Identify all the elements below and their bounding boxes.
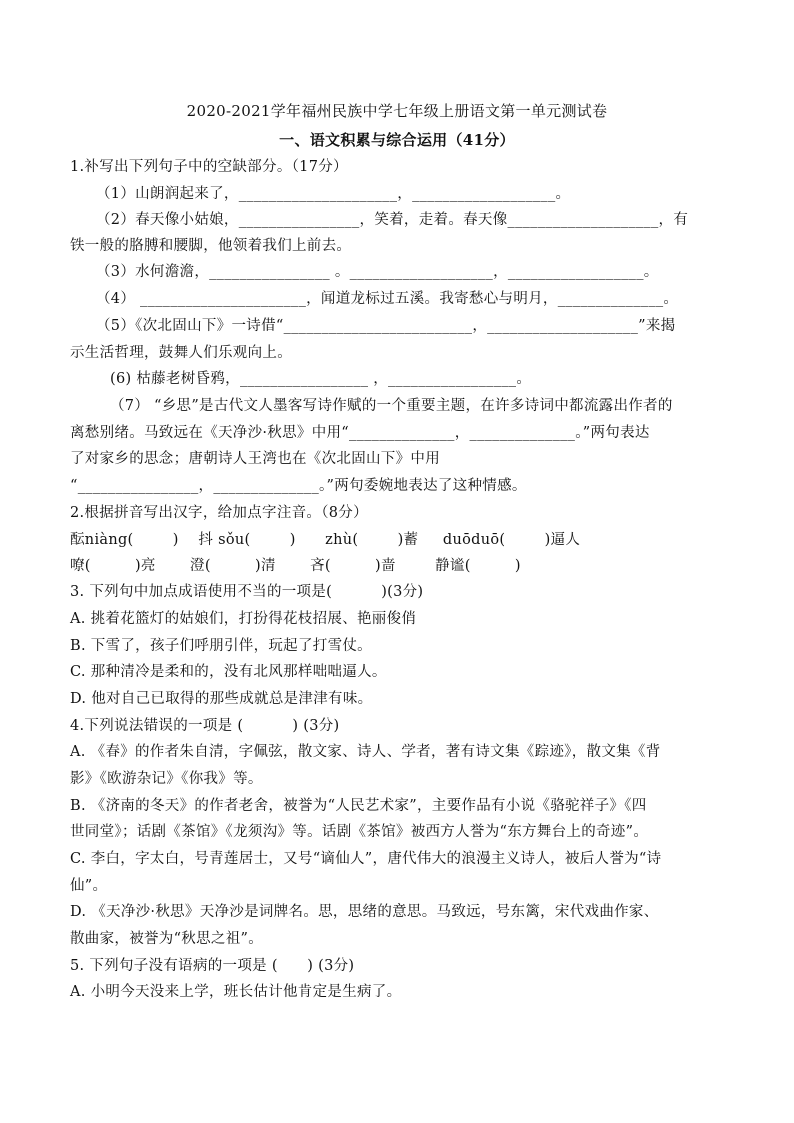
- question-5-stem: 5. 下列句子没有语病的一项是 ( ) (3分): [70, 958, 355, 974]
- q4-option-a-cont: 影》《欧游杂记》《你我》等。: [70, 771, 263, 787]
- q4-option-a: A. 《春》的作者朱自清，字佩弦，散文家、诗人、学者，著有诗文集《踪迹》，散文集《背: [70, 744, 661, 760]
- question-3-stem: 3. 下列句中加点成语使用不当的一项是( )(3分): [70, 584, 424, 600]
- question-4-stem: 4.下列说法错误的一项是 ( ) (3分): [70, 718, 340, 734]
- q3-option-a: A. 挑着花篮灯的姑娘们，打扮得花枝招展、艳丽俊俏: [70, 611, 417, 627]
- q1-item-7: （7） “乡思”是古代文人墨客写诗作赋的一个重要主题，在许多诗词中都流露出作者的: [110, 398, 673, 414]
- q5-option-a: A. 小明今天没来上学，班长估计他肯定是生病了。: [70, 984, 402, 1000]
- question-2-stem: 2.根据拼音写出汉字，给加点字注音。（8分）: [70, 505, 368, 521]
- q1-item-7-cont2: 了对家乡的思念；唐朝诗人王湾也在《次北固山下》中用: [70, 451, 440, 467]
- q3-option-b: B. 下雪了，孩子们呼朋引伴，玩起了打雪仗。: [70, 638, 372, 654]
- q1-item-6: (6) 枯藤老树昏鸦，_________________ ，_________________。: [110, 371, 532, 387]
- q4-option-c: C. 李白，字太白，号青莲居士，又号“谪仙人”，唐代伟大的浪漫主义诗人，被后人誉为“诗: [70, 851, 662, 867]
- section-heading: 一、语文积累与综合运用（41分）: [279, 131, 515, 149]
- q1-item-1: （1）山朗润起来了，_____________________，___________________。: [96, 186, 571, 202]
- q2-row-1: 酝niàng( ) 抖 sǒu( ) zhù( )蓄 duōduō( )逼人: [70, 532, 581, 548]
- exam-title: 2020-2021学年福州民族中学七年级上册语文第一单元测试卷: [186, 102, 608, 120]
- question-1-stem: 1.补写出下列句子中的空缺部分。（17分）: [70, 159, 348, 175]
- q1-item-5: （5）《次北固山下》一诗借“_________________________，____________________”来揭: [96, 318, 676, 334]
- q4-option-b-cont: 世同堂》；话剧《茶馆》《龙须沟》等。话剧《茶馆》被西方人誉为“东方舞台上的奇迹”。: [70, 824, 649, 840]
- q3-option-c: C. 那种清冷是柔和的，没有北风那样咄咄逼人。: [70, 664, 387, 680]
- q4-option-c-cont: 仙”。: [70, 878, 108, 894]
- q4-option-d: D. 《天净沙·秋思》天净沙是词牌名。思，思绪的意思。马致远，号东篱，宋代戏曲作家、: [70, 904, 659, 920]
- q2-row-2: 嘹( )亮 澄( )清 吝( )啬 静谧( ): [70, 558, 521, 574]
- q1-item-2-cont: 铁一般的胳膊和腰脚，他领着我们上前去。: [70, 238, 352, 254]
- q1-item-3: （3）水何澹澹，________________ 。___________________，__________________。: [96, 264, 659, 280]
- q1-item-5-cont: 示生活哲理，鼓舞人们乐观向上。: [70, 345, 292, 361]
- q1-item-7-cont3: “________________，______________。”两句委婉地表达了这种情感。: [70, 478, 527, 494]
- q1-item-4: （4） ______________________，闻道龙标过五溪。我寄愁心与明月，______________。: [96, 291, 679, 307]
- q1-item-7-cont: 离愁别绪。马致远在《天净沙·秋思》中用“______________，______________。”两句表达: [70, 425, 650, 441]
- q4-option-d-cont: 散曲家，被誉为“秋思之祖”。: [70, 931, 264, 947]
- q3-option-d: D. 他对自己已取得的那些成就总是津津有味。: [70, 691, 373, 707]
- q1-item-2: （2）春天像小姑娘，________________，笑着，走着。春天像____________________，有: [96, 212, 689, 228]
- q4-option-b: B. 《济南的冬天》的作者老舍，被誉为“人民艺术家”，主要作品有小说《骆驼祥子》《四: [70, 798, 647, 814]
